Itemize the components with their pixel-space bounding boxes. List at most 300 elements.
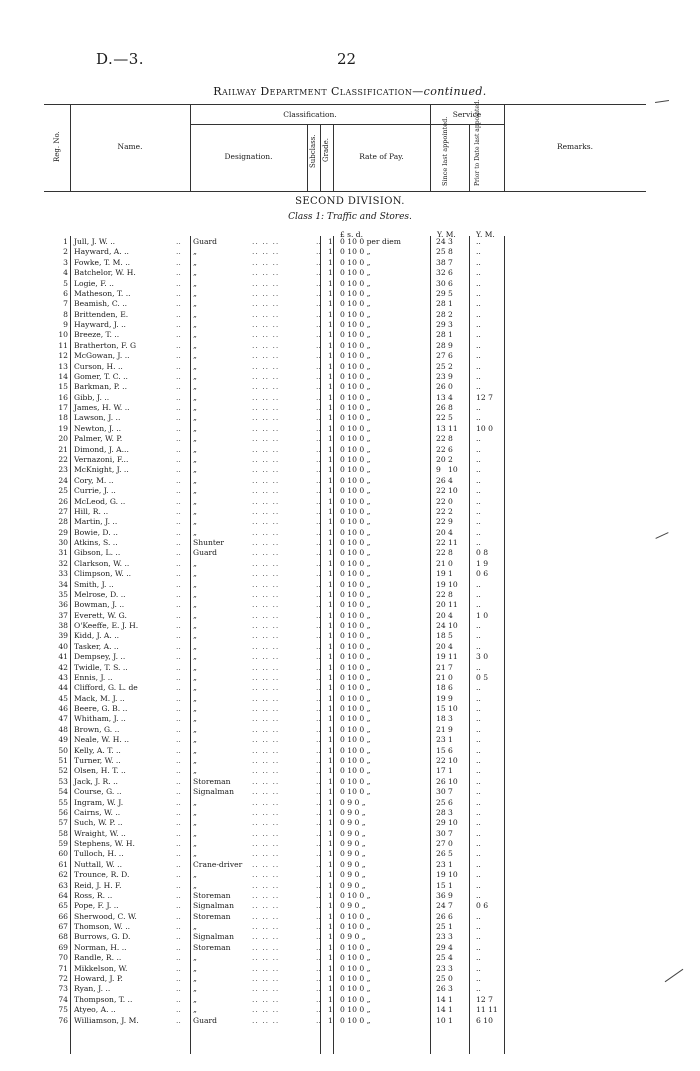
prior-cell: .. xyxy=(476,631,481,641)
rate-cell: 0 10 0 „ xyxy=(340,403,371,413)
leader-dots: .. xyxy=(176,807,181,817)
name-cell: Atkins, S. .. xyxy=(74,538,118,548)
reg-no-cell: 35 xyxy=(58,589,68,599)
leader-dots: .. xyxy=(316,756,321,765)
designation-cell: „ xyxy=(193,724,197,734)
table-row xyxy=(0,642,700,652)
table-row xyxy=(0,538,700,548)
since-months-cell: 3 xyxy=(448,984,453,994)
reg-no-cell: 11 xyxy=(58,340,68,350)
grade-cell: 1 xyxy=(328,953,333,963)
leader-dots: .. xyxy=(176,382,181,392)
since-years-cell: 22 xyxy=(436,413,446,423)
leader-dots: .. xyxy=(316,538,321,548)
reg-no-cell: 53 xyxy=(58,776,68,786)
since-months-cell: 3 xyxy=(448,807,453,817)
leader-dots: .. xyxy=(176,901,181,911)
leader-dots: .. .. .. xyxy=(252,870,280,880)
name-cell: McGowan, J. .. xyxy=(74,351,130,361)
leader-dots: .. xyxy=(176,652,181,662)
grade-cell: 1 xyxy=(328,787,333,797)
since-years-cell: 22 xyxy=(436,589,446,599)
table-row xyxy=(0,424,700,434)
leader-dots: .. .. .. xyxy=(252,413,280,423)
leader-dots: .. xyxy=(316,672,321,682)
designation-cell: Storeman xyxy=(193,942,231,952)
reg-no-cell: 49 xyxy=(58,735,68,745)
leader-dots: .. .. .. xyxy=(252,683,280,693)
prior-cell: 12 7 xyxy=(476,392,493,402)
rate-cell: 0 10 0 „ xyxy=(340,413,371,423)
since-months-cell: 10 xyxy=(448,486,458,496)
leader-dots: .. .. .. xyxy=(252,652,280,662)
since-years-cell: 22 xyxy=(436,538,446,548)
table-row xyxy=(0,299,700,309)
reg-no-cell: 66 xyxy=(58,911,68,921)
reg-no-cell: 4 xyxy=(63,268,68,278)
leader-dots: .. .. .. xyxy=(252,693,280,703)
leader-dots: .. xyxy=(316,704,321,714)
table-row xyxy=(0,1005,700,1015)
header-bottom-rule xyxy=(44,191,646,192)
reg-no-cell: 59 xyxy=(58,839,68,849)
since-years-cell: 23 xyxy=(436,371,446,381)
since-months-cell: 5 xyxy=(448,631,453,641)
grade-cell: 1 xyxy=(328,911,333,921)
designation-cell: Guard xyxy=(193,1015,217,1025)
grade-cell: 1 xyxy=(328,423,333,433)
since-years-cell: 19 xyxy=(436,579,446,589)
reg-no-cell: 45 xyxy=(58,693,68,703)
leader-dots: .. xyxy=(176,859,181,869)
name-cell: O'Keeffe, E. J. H. xyxy=(74,621,139,631)
prior-cell: .. xyxy=(476,371,481,381)
table-row xyxy=(0,279,700,289)
name-cell: Tasker, A. .. xyxy=(74,641,119,651)
grade-cell: 1 xyxy=(328,330,333,340)
designation-cell: „ xyxy=(193,973,197,983)
rate-cell: 0 10 0 „ xyxy=(340,600,371,610)
prior-cell: .. xyxy=(476,340,481,350)
since-months-cell: 4 xyxy=(448,527,453,537)
leader-dots: .. xyxy=(176,237,181,246)
leader-dots: .. .. .. xyxy=(252,600,280,610)
reg-no-cell: 44 xyxy=(58,683,68,693)
since-years-cell: 30 xyxy=(436,278,446,288)
name-cell: McKnight, J. .. xyxy=(74,465,129,475)
prior-cell: 10 0 xyxy=(476,423,493,433)
grade-cell: 1 xyxy=(328,486,333,496)
since-years-cell: 15 xyxy=(436,704,446,714)
rate-cell: 0 10 0 „ xyxy=(340,361,371,371)
leader-dots: .. xyxy=(176,849,181,859)
table-row xyxy=(0,974,700,984)
prior-cell: .. xyxy=(476,953,481,963)
since-months-cell: 1 xyxy=(448,766,453,776)
reg-no-cell: 56 xyxy=(58,807,68,817)
name-cell: Reid, J. H. F. xyxy=(74,880,122,890)
rate-cell: 0 10 0 „ xyxy=(340,984,371,994)
since-years-cell: 22 xyxy=(436,506,446,516)
prior-cell: 1 0 xyxy=(476,610,489,620)
leader-dots: .. xyxy=(316,517,321,527)
grade-cell: 1 xyxy=(328,538,333,548)
leader-dots: .. xyxy=(316,278,321,288)
prior-cell: .. xyxy=(476,714,481,724)
name-cell: Ingram, W. J. xyxy=(74,797,124,807)
grade-cell: 1 xyxy=(328,361,333,371)
name-cell: Vernazoni, F... xyxy=(74,454,129,464)
leader-dots: .. xyxy=(316,662,321,672)
table-row xyxy=(0,652,700,662)
leader-dots: .. xyxy=(316,351,321,361)
since-years-cell: 9 xyxy=(436,465,441,475)
leader-dots: .. xyxy=(316,973,321,983)
leader-dots: .. xyxy=(316,527,321,537)
since-months-cell: 1 xyxy=(448,922,453,932)
grade-cell: 1 xyxy=(328,984,333,994)
leader-dots: .. .. .. xyxy=(252,787,280,797)
leader-dots: .. xyxy=(176,787,181,797)
since-months-cell: 6 xyxy=(448,797,453,807)
designation-cell: „ xyxy=(193,683,197,693)
leader-dots: .. xyxy=(176,413,181,423)
leader-dots: .. xyxy=(176,268,181,278)
table-row xyxy=(0,932,700,942)
table-row xyxy=(0,611,700,621)
prior-cell: .. xyxy=(476,828,481,838)
designation-cell: „ xyxy=(193,839,197,849)
designation-cell: „ xyxy=(193,953,197,963)
since-years-cell: 21 xyxy=(436,724,446,734)
designation-cell: Storeman xyxy=(193,776,231,786)
since-years-cell: 24 xyxy=(436,621,446,631)
leader-dots: .. xyxy=(316,268,321,278)
since-months-cell: 8 xyxy=(448,247,453,257)
table-row xyxy=(0,341,700,351)
designation-cell: „ xyxy=(193,704,197,714)
since-years-cell: 23 xyxy=(436,859,446,869)
grade-cell: 1 xyxy=(328,932,333,942)
prior-cell: 1 9 xyxy=(476,558,489,568)
rate-cell: 0 10 0 „ xyxy=(340,569,371,579)
prior-cell: .. xyxy=(476,247,481,257)
since-years-cell: 25 xyxy=(436,797,446,807)
leader-dots: .. xyxy=(176,351,181,361)
leader-dots: .. xyxy=(176,693,181,703)
leader-dots: .. xyxy=(316,953,321,963)
leader-dots: .. .. .. xyxy=(252,506,280,516)
leader-dots: .. .. .. xyxy=(252,911,280,921)
grade-cell: 1 xyxy=(328,496,333,506)
since-years-cell: 23 xyxy=(436,735,446,745)
prior-cell: .. xyxy=(476,320,481,330)
rate-cell: 0 10 0 „ xyxy=(340,382,371,392)
grade-cell: 1 xyxy=(328,475,333,485)
designation-cell: „ xyxy=(193,361,197,371)
leader-dots: .. .. .. xyxy=(252,475,280,485)
leader-dots: .. xyxy=(176,662,181,672)
leader-dots: .. xyxy=(316,890,321,900)
table-row xyxy=(0,964,700,974)
designation-cell: „ xyxy=(193,766,197,776)
grade-cell: 1 xyxy=(328,506,333,516)
grade-cell: 1 xyxy=(328,237,333,246)
grade-cell: 1 xyxy=(328,600,333,610)
title-text: Railway Department Classification— xyxy=(213,85,424,98)
rate-cell: 0 10 0 „ xyxy=(340,1015,371,1025)
rate-cell: 0 10 0 „ xyxy=(340,745,371,755)
leader-dots: .. .. .. xyxy=(252,1005,280,1015)
classification-rule xyxy=(190,124,430,125)
leader-dots: .. xyxy=(176,403,181,413)
service-units: Y. M. xyxy=(437,230,456,239)
leader-dots: .. xyxy=(176,309,181,319)
reg-no-cell: 27 xyxy=(58,506,68,516)
leader-dots: .. .. .. xyxy=(252,859,280,869)
designation-cell: „ xyxy=(193,403,197,413)
grade-cell: 1 xyxy=(328,340,333,350)
prior-cell: .. xyxy=(476,475,481,485)
rate-cell: 0 10 0 „ xyxy=(340,496,371,506)
leader-dots: .. xyxy=(316,932,321,942)
since-months-cell: 2 xyxy=(448,309,453,319)
since-months-cell: 9 xyxy=(448,890,453,900)
since-months-cell: 3 xyxy=(448,237,453,246)
grade-cell: 1 xyxy=(328,662,333,672)
table-row xyxy=(0,818,700,828)
leader-dots: .. xyxy=(176,600,181,610)
rate-cell: 0 10 0 „ xyxy=(340,309,371,319)
since-years-cell: 27 xyxy=(436,839,446,849)
reg-no-cell: 10 xyxy=(58,330,68,340)
leader-dots: .. xyxy=(316,382,321,392)
table-row xyxy=(0,320,700,330)
since-years-cell: 22 xyxy=(436,517,446,527)
designation-cell: Signalman xyxy=(193,901,234,911)
name-cell: Newton, J. .. xyxy=(74,423,122,433)
since-months-cell: 2 xyxy=(448,454,453,464)
page-reference: D.—3. xyxy=(96,50,145,68)
leader-dots: .. xyxy=(176,631,181,641)
grade-cell: 1 xyxy=(328,579,333,589)
prior-cell: .. xyxy=(476,413,481,423)
table-row xyxy=(0,808,700,818)
since-months-cell: 11 xyxy=(448,652,458,662)
designation-cell: „ xyxy=(193,288,197,298)
name-cell: Batchelor, W. H. xyxy=(74,268,136,278)
designation-cell: „ xyxy=(193,641,197,651)
designation-cell: „ xyxy=(193,268,197,278)
leader-dots: .. xyxy=(176,371,181,381)
table-row xyxy=(0,1016,700,1026)
rate-cell: 0 9 0 „ xyxy=(340,880,366,890)
grade-cell: 1 xyxy=(328,278,333,288)
grade-cell: 1 xyxy=(328,849,333,859)
prior-cell: .. xyxy=(476,880,481,890)
leader-dots: .. .. .. xyxy=(252,901,280,911)
since-months-cell: 0 xyxy=(448,496,453,506)
leader-dots: .. xyxy=(176,486,181,496)
leader-dots: .. xyxy=(176,984,181,994)
leader-dots: .. .. .. xyxy=(252,828,280,838)
since-years-cell: 28 xyxy=(436,340,446,350)
since-months-cell: 6 xyxy=(448,911,453,921)
designation-cell: „ xyxy=(193,818,197,828)
prior-cell: .. xyxy=(476,589,481,599)
leader-dots: .. xyxy=(176,320,181,330)
since-months-cell: 4 xyxy=(448,475,453,485)
reg-no-cell: 28 xyxy=(58,517,68,527)
table-row xyxy=(0,465,700,475)
rate-cell: 0 10 0 „ xyxy=(340,672,371,682)
prior-cell: 3 0 xyxy=(476,652,489,662)
table-row xyxy=(0,714,700,724)
header-name: Name. xyxy=(117,142,143,151)
rate-cell: 0 10 0 „ xyxy=(340,922,371,932)
rate-cell: 0 10 0 „ xyxy=(340,475,371,485)
leader-dots: .. xyxy=(176,299,181,309)
name-cell: Curson, H. .. xyxy=(74,361,123,371)
class-heading xyxy=(0,212,700,222)
leader-dots: .. .. .. xyxy=(252,351,280,361)
grade-cell: 1 xyxy=(328,527,333,537)
table-row xyxy=(0,735,700,745)
rate-cell: 0 9 0 „ xyxy=(340,839,366,849)
reg-no-cell: 48 xyxy=(58,724,68,734)
prior-cell: .. xyxy=(476,839,481,849)
since-months-cell: 7 xyxy=(448,901,453,911)
since-years-cell: 25 xyxy=(436,922,446,932)
leader-dots: .. xyxy=(316,828,321,838)
prior-cell: .. xyxy=(476,600,481,610)
rate-cell: 0 10 0 „ xyxy=(340,641,371,651)
reg-no-cell: 51 xyxy=(58,756,68,765)
designation-cell: „ xyxy=(193,454,197,464)
leader-dots: .. .. .. xyxy=(252,839,280,849)
rate-cell: 0 10 0 „ xyxy=(340,589,371,599)
table-row xyxy=(0,766,700,776)
grade-cell: 1 xyxy=(328,1015,333,1025)
leader-dots: .. xyxy=(316,984,321,994)
header-top-rule xyxy=(44,104,646,105)
prior-cell: .. xyxy=(476,361,481,371)
table-row xyxy=(0,787,700,797)
reg-no-cell: 65 xyxy=(58,901,68,911)
table-row xyxy=(0,497,700,507)
designation-cell: „ xyxy=(193,652,197,662)
since-years-cell: 18 xyxy=(436,714,446,724)
reg-no-cell: 25 xyxy=(58,486,68,496)
grade-cell: 1 xyxy=(328,403,333,413)
name-cell: Brittenden, E. xyxy=(74,309,129,319)
table-row xyxy=(0,704,700,714)
leader-dots: .. .. .. xyxy=(252,610,280,620)
table-row xyxy=(0,621,700,631)
designation-cell: Crane-driver xyxy=(193,859,243,869)
since-months-cell: 2 xyxy=(448,361,453,371)
name-cell: Mack, M. J. .. xyxy=(74,693,125,703)
table-row xyxy=(0,891,700,901)
leader-dots: .. xyxy=(176,558,181,568)
rate-cell: 0 10 0 „ xyxy=(340,268,371,278)
prior-cell: .. xyxy=(476,787,481,797)
table-row xyxy=(0,901,700,911)
leader-dots: .. xyxy=(176,942,181,952)
header-grade: Grade. xyxy=(322,138,330,162)
prior-cell: .. xyxy=(476,641,481,651)
grade-cell: 1 xyxy=(328,1005,333,1015)
designation-cell: „ xyxy=(193,340,197,350)
name-cell: Clifford, G. L. de xyxy=(74,683,138,693)
rate-cell: 0 10 0 „ xyxy=(340,911,371,921)
name-cell: Thompson, T. .. xyxy=(74,994,133,1004)
reg-no-cell: 21 xyxy=(58,444,68,454)
reg-no-cell: 32 xyxy=(58,558,68,568)
rate-cell: 0 10 0 „ xyxy=(340,766,371,776)
leader-dots: .. xyxy=(316,558,321,568)
table-row xyxy=(0,413,700,423)
reg-no-cell: 23 xyxy=(58,465,68,475)
since-months-cell: 1 xyxy=(448,569,453,579)
rate-cell: 0 10 0 „ xyxy=(340,724,371,734)
reg-no-cell: 64 xyxy=(58,890,68,900)
leader-dots: .. xyxy=(316,818,321,828)
grade-cell: 1 xyxy=(328,382,333,392)
grade-cell: 1 xyxy=(328,672,333,682)
since-years-cell: 15 xyxy=(436,880,446,890)
rate-cell: 0 10 0 „ xyxy=(340,994,371,1004)
reg-no-cell: 57 xyxy=(58,818,68,828)
rate-cell: 0 10 0 „ xyxy=(340,465,371,475)
leader-dots: .. .. .. xyxy=(252,538,280,548)
leader-dots: .. xyxy=(176,828,181,838)
leader-dots: .. .. .. xyxy=(252,288,280,298)
leader-dots: .. xyxy=(176,257,181,267)
leader-dots: .. xyxy=(316,247,321,257)
leader-dots: .. xyxy=(176,247,181,257)
prior-cell: .. xyxy=(476,268,481,278)
designation-cell: Guard xyxy=(193,548,217,558)
leader-dots: .. .. .. xyxy=(252,662,280,672)
reg-no-cell: 16 xyxy=(58,392,68,402)
grade-cell: 1 xyxy=(328,309,333,319)
prior-cell: .. xyxy=(476,309,481,319)
table-row xyxy=(0,829,700,839)
table-row xyxy=(0,507,700,517)
rate-cell: 0 10 0 „ xyxy=(340,683,371,693)
reg-no-cell: 68 xyxy=(58,932,68,942)
since-months-cell: 4 xyxy=(448,953,453,963)
designation-cell: „ xyxy=(193,735,197,745)
leader-dots: .. xyxy=(176,870,181,880)
prior-cell: .. xyxy=(476,434,481,444)
designation-cell: „ xyxy=(193,745,197,755)
leader-dots: .. xyxy=(316,320,321,330)
prior-cell: .. xyxy=(476,890,481,900)
table-row xyxy=(0,798,700,808)
name-cell: Course, G. .. xyxy=(74,787,122,797)
prior-cell: .. xyxy=(476,735,481,745)
rate-cell: 0 9 0 „ xyxy=(340,797,366,807)
designation-cell: „ xyxy=(193,569,197,579)
prior-cell: .. xyxy=(476,237,481,246)
leader-dots: .. .. .. xyxy=(252,558,280,568)
prior-cell: .. xyxy=(476,922,481,932)
leader-dots: .. xyxy=(176,922,181,932)
since-months-cell: 3 xyxy=(448,320,453,330)
table-row xyxy=(0,434,700,444)
